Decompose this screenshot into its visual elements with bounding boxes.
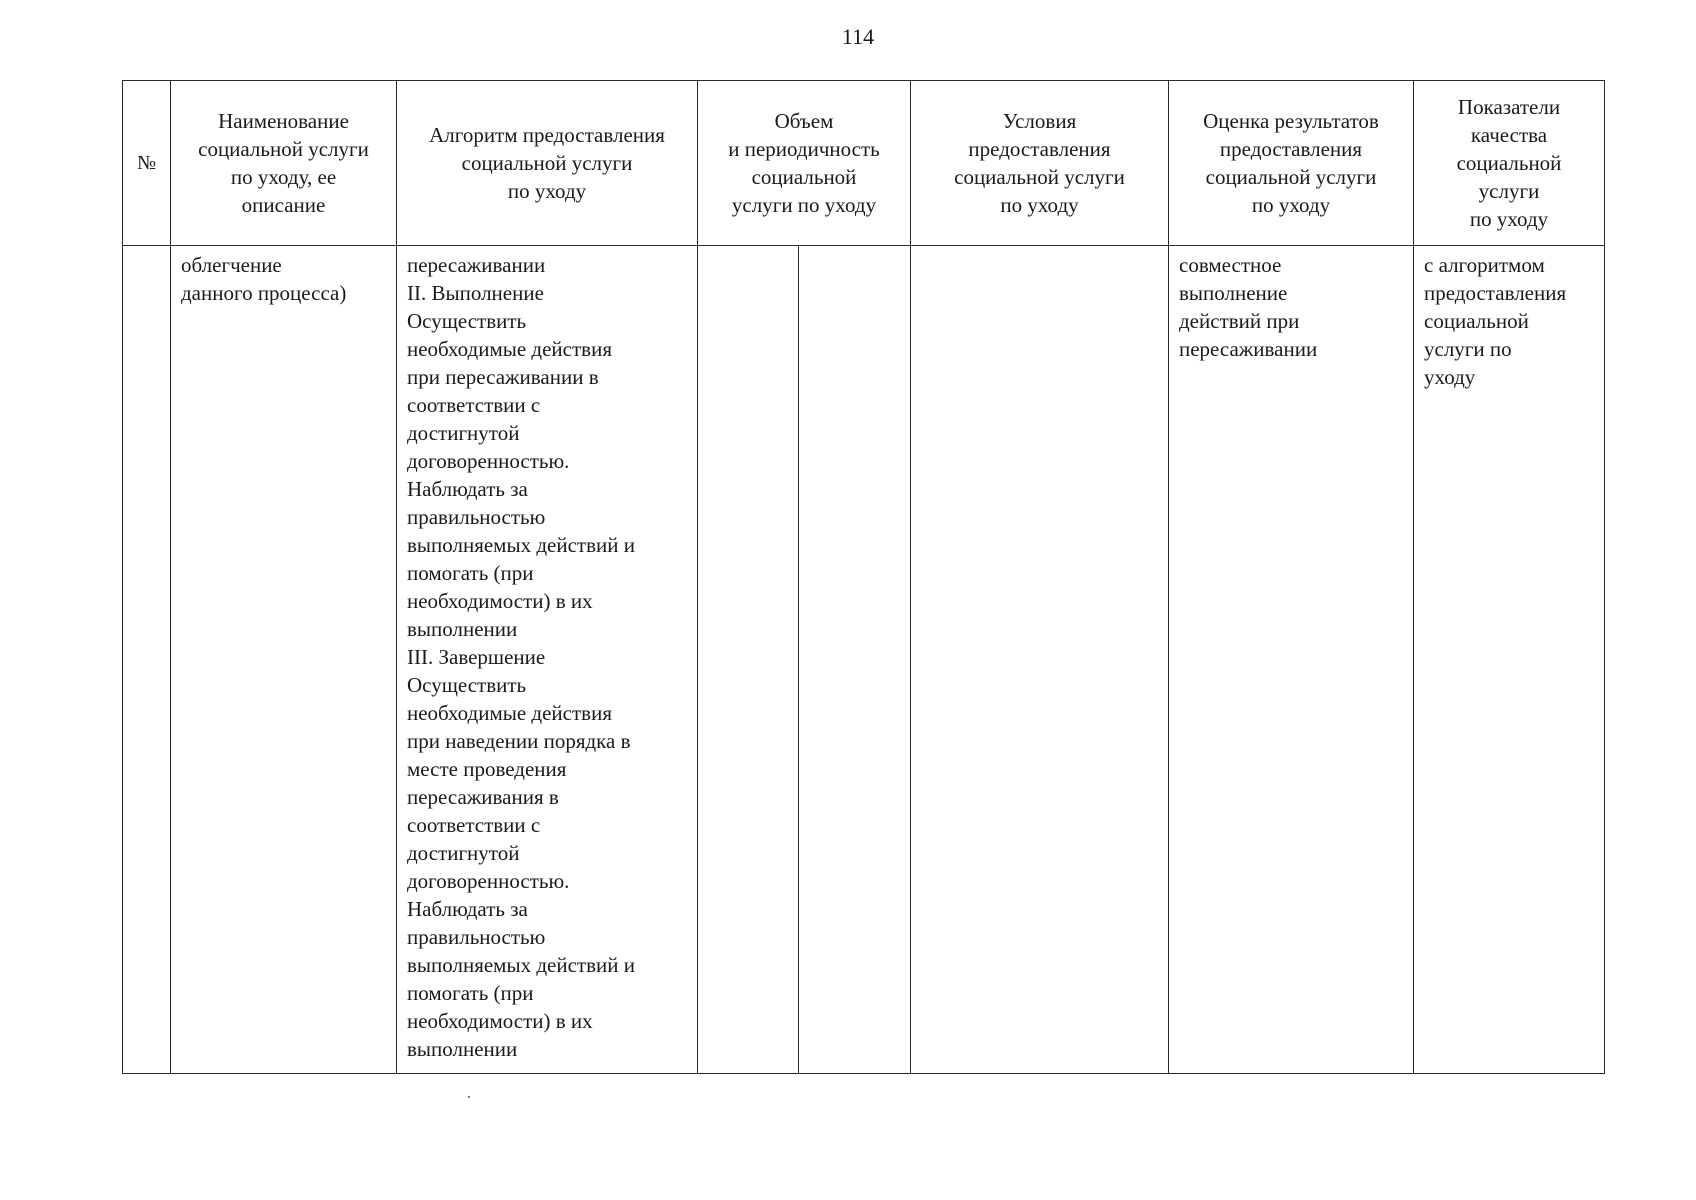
header-quality: Показатели качества социальной услуги по уходу — [1414, 81, 1605, 246]
cell-volume-right — [799, 246, 911, 1074]
table-row — [123, 246, 1605, 1074]
header-row — [123, 81, 1605, 246]
header-algorithm: Алгоритм предоставления социальной услуги по уходу — [397, 81, 698, 246]
header-volume: Объем и периодичность социальной услуги по уходу — [698, 81, 911, 246]
header-evaluation: Оценка результатов предоставления социальной услуги по уходу — [1169, 81, 1414, 246]
cell-conditions — [911, 246, 1169, 1074]
cell-service-name: облегчение данного процесса) — [171, 246, 397, 1074]
scan-speck — [468, 1096, 470, 1098]
page-number: 114 — [841, 24, 875, 49]
header-conditions: Условия предоставления социальной услуги по уходу — [911, 81, 1169, 246]
services-table — [122, 80, 1605, 1074]
cell-algorithm: пересаживании II. Выполнение Осуществить необходимые действия при пересаживании в соответствии с достигнутой договоренностью. Наблюдать за правильностью выполняемых действий и помогать (при необходимости) в их выполнении III. Завершение Осуществить необходимые действия при наведении порядка в месте проведения пересаживания в соответствии с достигнутой договоренностью. Наблюдать за правильностью выполняемых действий и помогать (при необходимости) в их выполнении — [397, 246, 698, 1074]
header-service-name: Наименование социальной услуги по уходу, ее описание — [171, 81, 397, 246]
cell-number — [123, 246, 171, 1074]
cell-quality: с алгоритмом предоставления социальной услуги по уходу — [1414, 246, 1605, 1074]
header-number: № — [123, 81, 171, 246]
cell-evaluation: совместное выполнение действий при пересаживании — [1169, 246, 1414, 1074]
cell-volume-left — [698, 246, 799, 1074]
